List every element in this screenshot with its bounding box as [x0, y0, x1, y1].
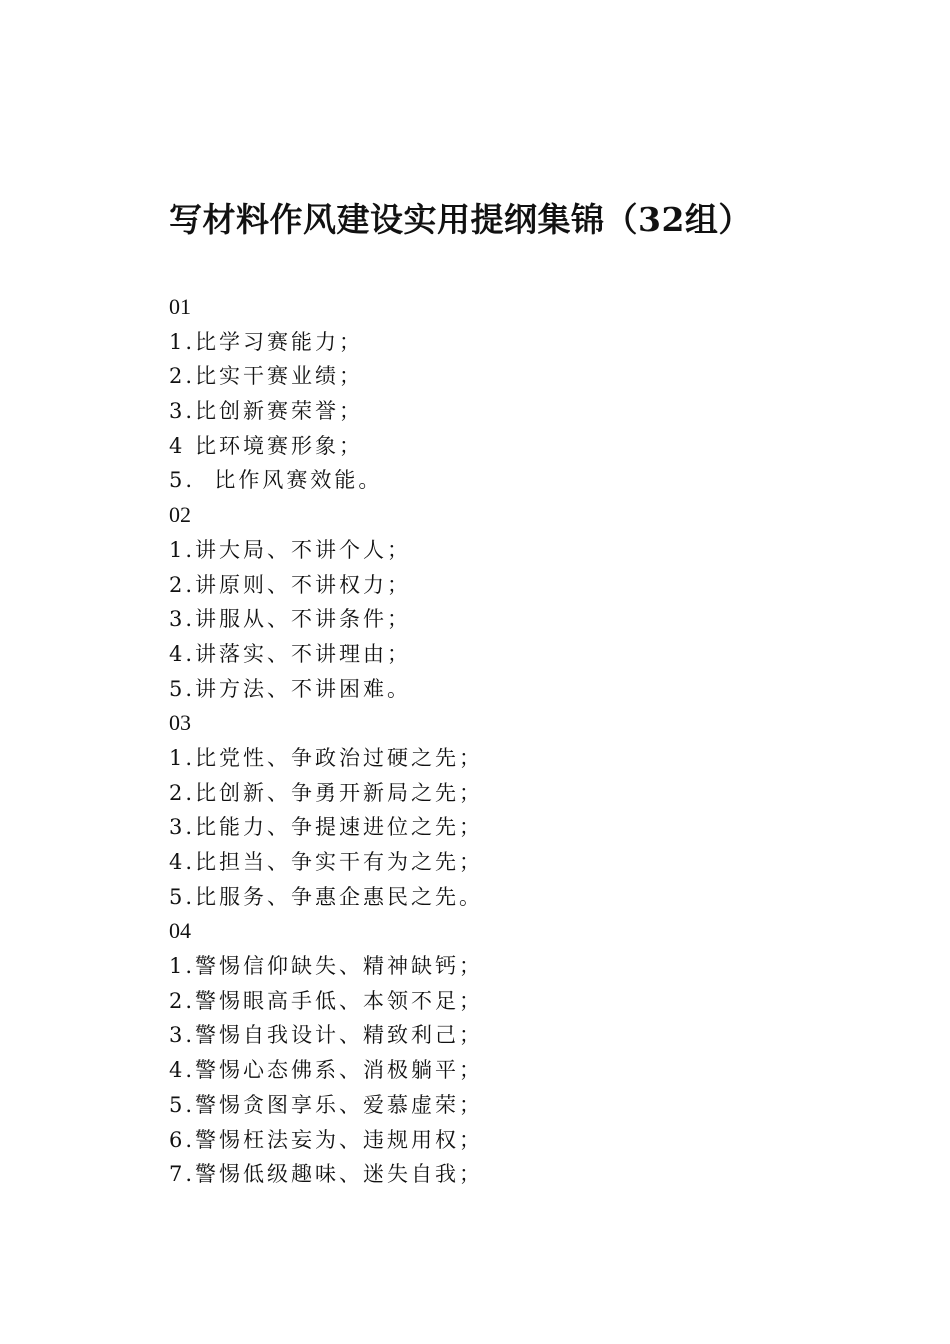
document-body — [169, 290, 483, 1192]
list-item: 3.讲服从、不讲条件； — [169, 607, 412, 632]
list-item: 4.讲落实、不讲理由； — [169, 641, 412, 666]
list-item: 2.讲原则、不讲权力； — [169, 572, 412, 597]
section-number: 04 — [169, 918, 191, 944]
list-item: 5.讲方法、不讲困难。 — [169, 676, 412, 701]
list-item: 2.比实干赛业绩； — [169, 364, 364, 389]
list-item: 7.警惕低级趣味、迷失自我； — [169, 1162, 484, 1187]
list-item: 2.比创新、争勇开新局之先； — [169, 780, 484, 805]
list-item: 5.警惕贪图享乐、爱慕虚荣； — [169, 1092, 484, 1117]
list-item: 4 比环境赛形象； — [169, 433, 364, 458]
list-item: 3.警惕自我设计、精致利己； — [169, 1023, 484, 1048]
section-number: 02 — [169, 502, 191, 528]
list-item: 1.比党性、争政治过硬之先； — [169, 745, 484, 770]
list-item: 5. 比作风赛效能。 — [169, 468, 383, 493]
list-item: 1.比学习赛能力； — [169, 329, 364, 354]
list-item: 2.警惕眼高手低、本领不足； — [169, 988, 484, 1013]
section-number: 01 — [169, 294, 191, 319]
list-item: 3.比能力、争提速进位之先； — [169, 815, 484, 840]
list-item: 1.讲大局、不讲个人； — [169, 537, 412, 562]
list-item: 4.比担当、争实干有为之先； — [169, 850, 484, 874]
list-item: 3.比创新赛荣誉； — [169, 399, 364, 424]
section-number: 03 — [169, 710, 191, 736]
list-item: 5.比服务、争惠企惠民之先。 — [169, 884, 484, 909]
list-item: 1.警惕信仰缺失、精神缺钙； — [169, 954, 484, 979]
list-item: 4.警惕心态佛系、消极躺平； — [169, 1058, 484, 1083]
list-item: 6.警惕枉法妄为、违规用权； — [169, 1127, 484, 1152]
document-title: 写材料作风建设实用提纲集锦（32组） — [169, 200, 752, 239]
